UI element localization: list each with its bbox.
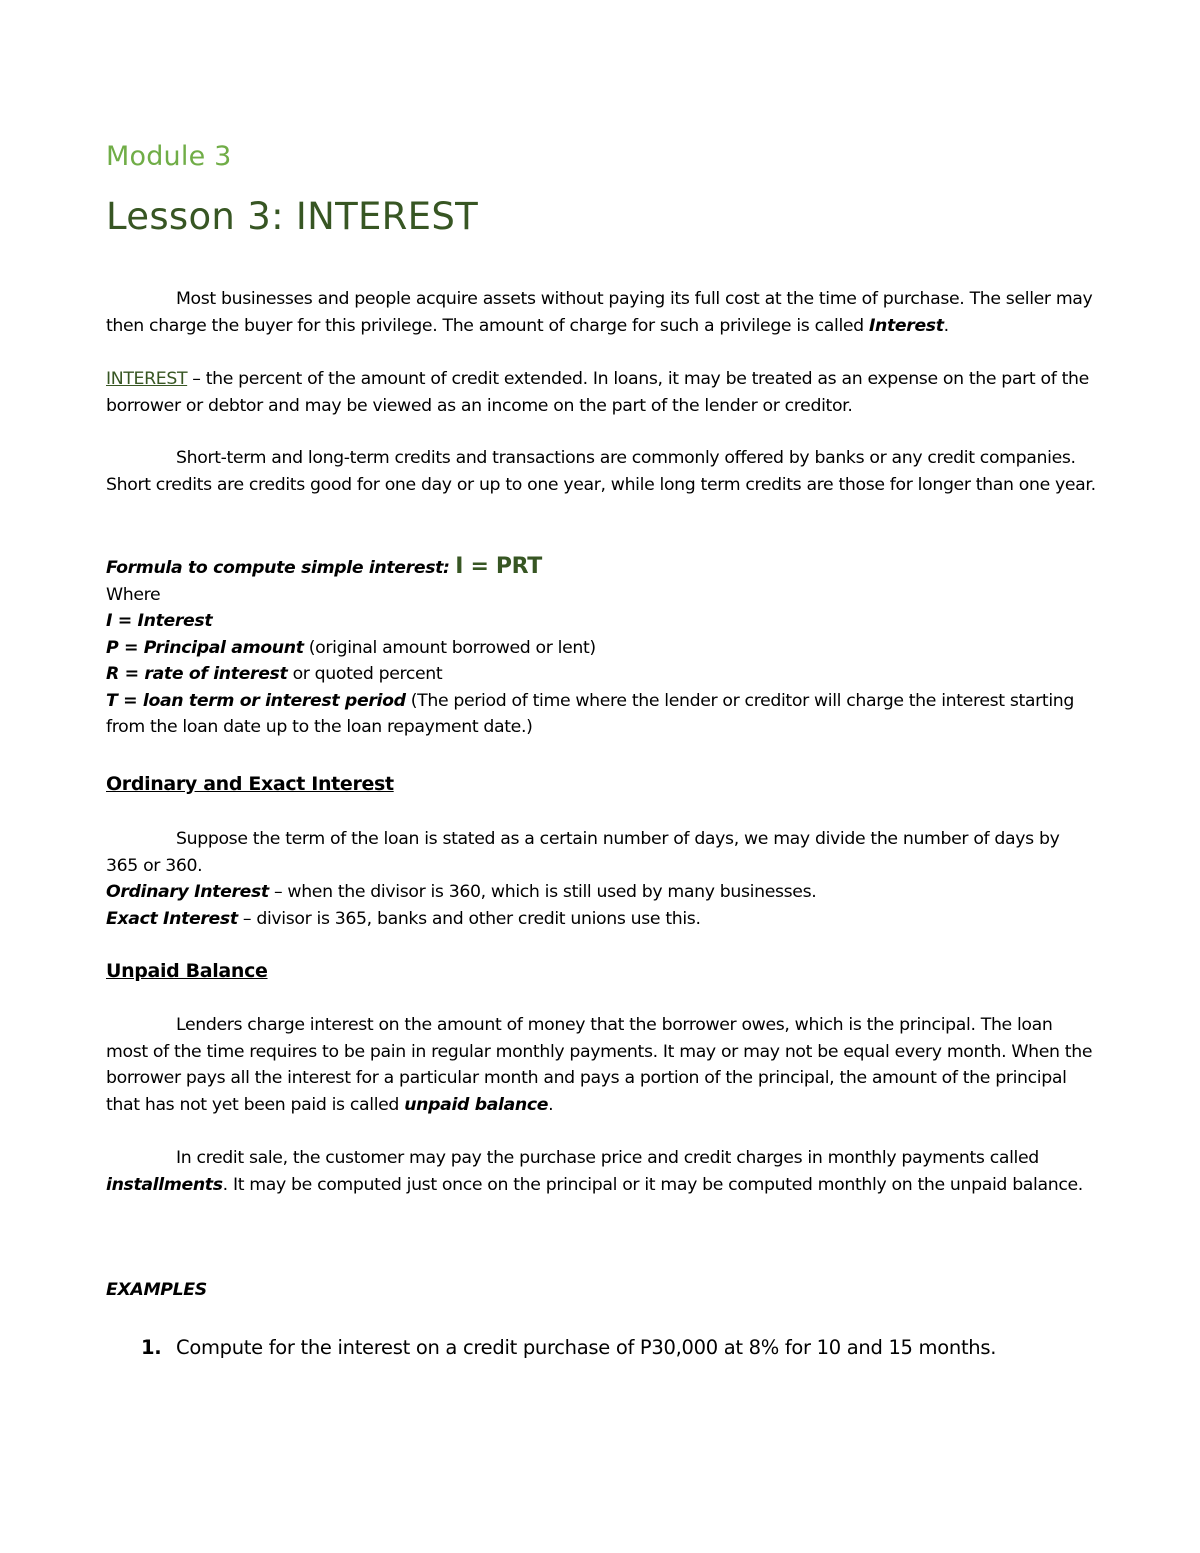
intro-paragraph — [106, 286, 1096, 339]
formula-equation: I = PRT — [455, 554, 542, 579]
exact-term: Exact Interest — [106, 908, 238, 929]
exact-line — [106, 906, 1096, 933]
formula-line — [106, 554, 1096, 582]
unpaid-balance-paragraph — [106, 1012, 1096, 1118]
formula-i: I = Interest — [106, 611, 213, 631]
ordinary-exact-block — [106, 826, 1096, 932]
formula-p-term: P = Principal amount — [106, 637, 304, 658]
intro-text: Most businesses and people acquire assets without paying its full cost at the time of purchase. The seller may then charge the buyer for this privilege. The amount of charge for such a privilege is called — [106, 289, 1093, 336]
definition-text: – the percent of the amount of credit extended. In loans, it may be treated as an expense on the part of the borrower or debtor and may be viewed as an income on the part of the lender or creditor. — [106, 369, 1089, 416]
unpaid-balance-text: Lenders charge interest on the amount of money that the borrower owes, which is the principal. The loan most of the time requires to be pain in regular monthly payments. It may or may not be equal every month. When the borrower pays all the interest for a particular month and pays a portion of the principal, the amount of the principal that has not yet been paid is called — [106, 1015, 1093, 1115]
example-item — [141, 1334, 996, 1362]
formula-r-line — [106, 661, 1096, 688]
definition-paragraph — [106, 366, 1096, 419]
ordinary-exact-heading: Ordinary and Exact Interest — [106, 773, 394, 795]
formula-block — [106, 554, 1096, 741]
ordinary-term: Ordinary Interest — [106, 882, 269, 902]
exact-desc: – divisor is 365, banks and other credit unions use this. — [237, 908, 701, 929]
example-number: 1. — [141, 1336, 162, 1359]
ordinary-line — [106, 879, 1096, 906]
formula-label: Formula to compute simple interest: — [106, 558, 456, 578]
formula-t-line — [106, 688, 1096, 741]
formula-r-desc: or quoted percent — [287, 664, 443, 684]
installments-paragraph — [106, 1145, 1096, 1198]
unpaid-balance-heading: Unpaid Balance — [106, 960, 268, 982]
installments-text-start: In credit sale, the customer may pay the purchase price and credit charges in monthly payments called — [176, 1148, 1039, 1168]
ordinary-desc: – when the divisor is 360, which is still used by many businesses. — [268, 882, 817, 902]
installments-text-end: . It may be computed just once on the principal or it may be computed monthly on the unpaid balance. — [222, 1174, 1083, 1195]
ordinary-exact-text: Suppose the term of the loan is stated as a certain number of days, we may divide the number of days by 365 or 360. — [106, 829, 1060, 876]
formula-t-term: T = loan term or interest period — [106, 690, 406, 711]
formula-where: Where — [106, 584, 161, 605]
module-title: Module 3 — [106, 141, 232, 172]
unpaid-balance-end: . — [548, 1094, 554, 1115]
intro-term: Interest — [868, 315, 944, 336]
examples-heading: EXAMPLES — [106, 1280, 207, 1300]
definition-term: INTEREST — [106, 369, 188, 389]
formula-p-line — [106, 635, 1096, 662]
formula-r-term: R = rate of interest — [106, 664, 288, 684]
lesson-title: Lesson 3: INTEREST — [106, 195, 479, 238]
credits-paragraph: Short-term and long-term credits and transactions are commonly offered by banks or any credit companies. Short credits are credits good for one day or up to one year, while long term credits are those for longer than one year. — [106, 448, 1096, 495]
installments-term: installments — [106, 1174, 223, 1195]
unpaid-balance-term: unpaid balance — [404, 1094, 549, 1115]
formula-t-desc: (The period of time where the lender or creditor will charge the interest starting from the loan date up to the loan repayment date.) — [106, 690, 1075, 737]
examples-list — [141, 1334, 996, 1362]
example-text: Compute for the interest on a credit purchase of P30,000 at 8% for 10 and 15 months. — [176, 1336, 997, 1359]
formula-p-desc: (original amount borrowed or lent) — [303, 637, 596, 658]
intro-end: . — [943, 315, 949, 336]
